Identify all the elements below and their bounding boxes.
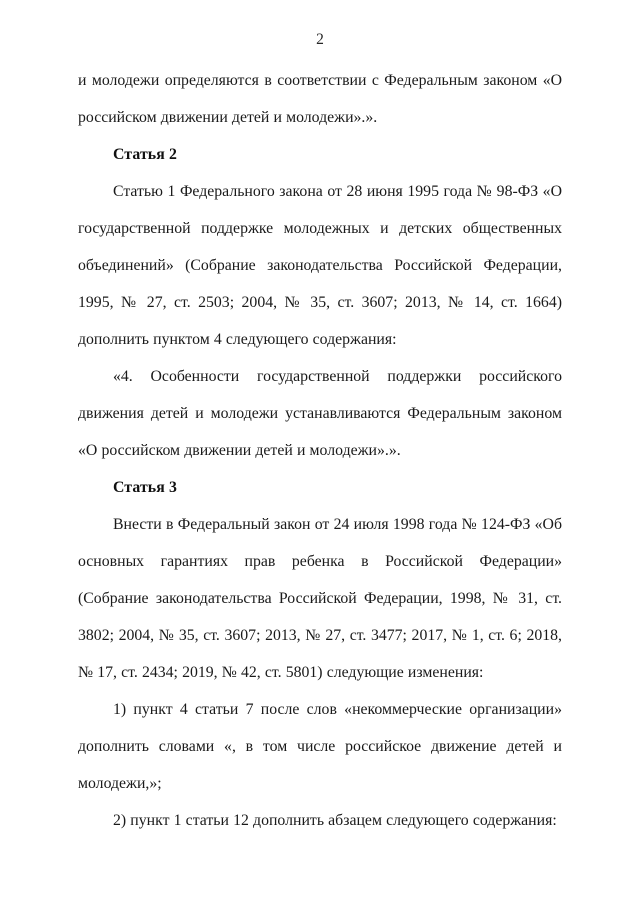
paragraph-continuation: и молодежи определяются в соответствии с Федеральным законом «О российском движении детей и молодежи».». <box>78 72 562 126</box>
document-body <box>78 62 562 839</box>
paragraph-article-2-quote: «4. Особенности государственной поддержки российского движения детей и молодежи устанавливаются Федеральным законом «О российском движении детей и молодежи».». <box>78 368 562 459</box>
paragraph-article-3-body: Внести в Федеральный закон от 24 июля 1998 года № 124-ФЗ «Об основных гарантиях прав ребенка в Российской Федерации» (Собрание законодательства Российской Федерации, 1998, № 31, ст. 3802; 2004, № 35, ст. 3607; 2013, № 27, ст. 3477; 2017, № 1, ст. 6; 2018, № 17, ст. 2434; 2019, № 42, ст. 5801) следующие изменения: <box>78 516 562 681</box>
list-item-1: 1) пункт 4 статьи 7 после слов «некоммерческие организации» дополнить словами «, в том числе российское движение детей и молодежи,»; <box>78 701 562 792</box>
heading-article-3: Статья 3 <box>113 479 177 496</box>
list-item-2: 2) пункт 1 статьи 12 дополнить абзацем следующего содержания: <box>113 812 557 829</box>
paragraph-article-2-body: Статью 1 Федерального закона от 28 июня 1995 года № 98-ФЗ «О государственной поддержке молодежных и детских общественных объединений» (Собрание законодательства Российской Федерации, 1995, № 27, ст. 2503; 2004, № 35, ст. 3607; 2013, № 14, ст. 1664) дополнить пунктом 4 следующего содержания: <box>78 183 562 348</box>
page-number: 2 <box>316 31 324 48</box>
heading-article-2: Статья 2 <box>113 146 177 163</box>
